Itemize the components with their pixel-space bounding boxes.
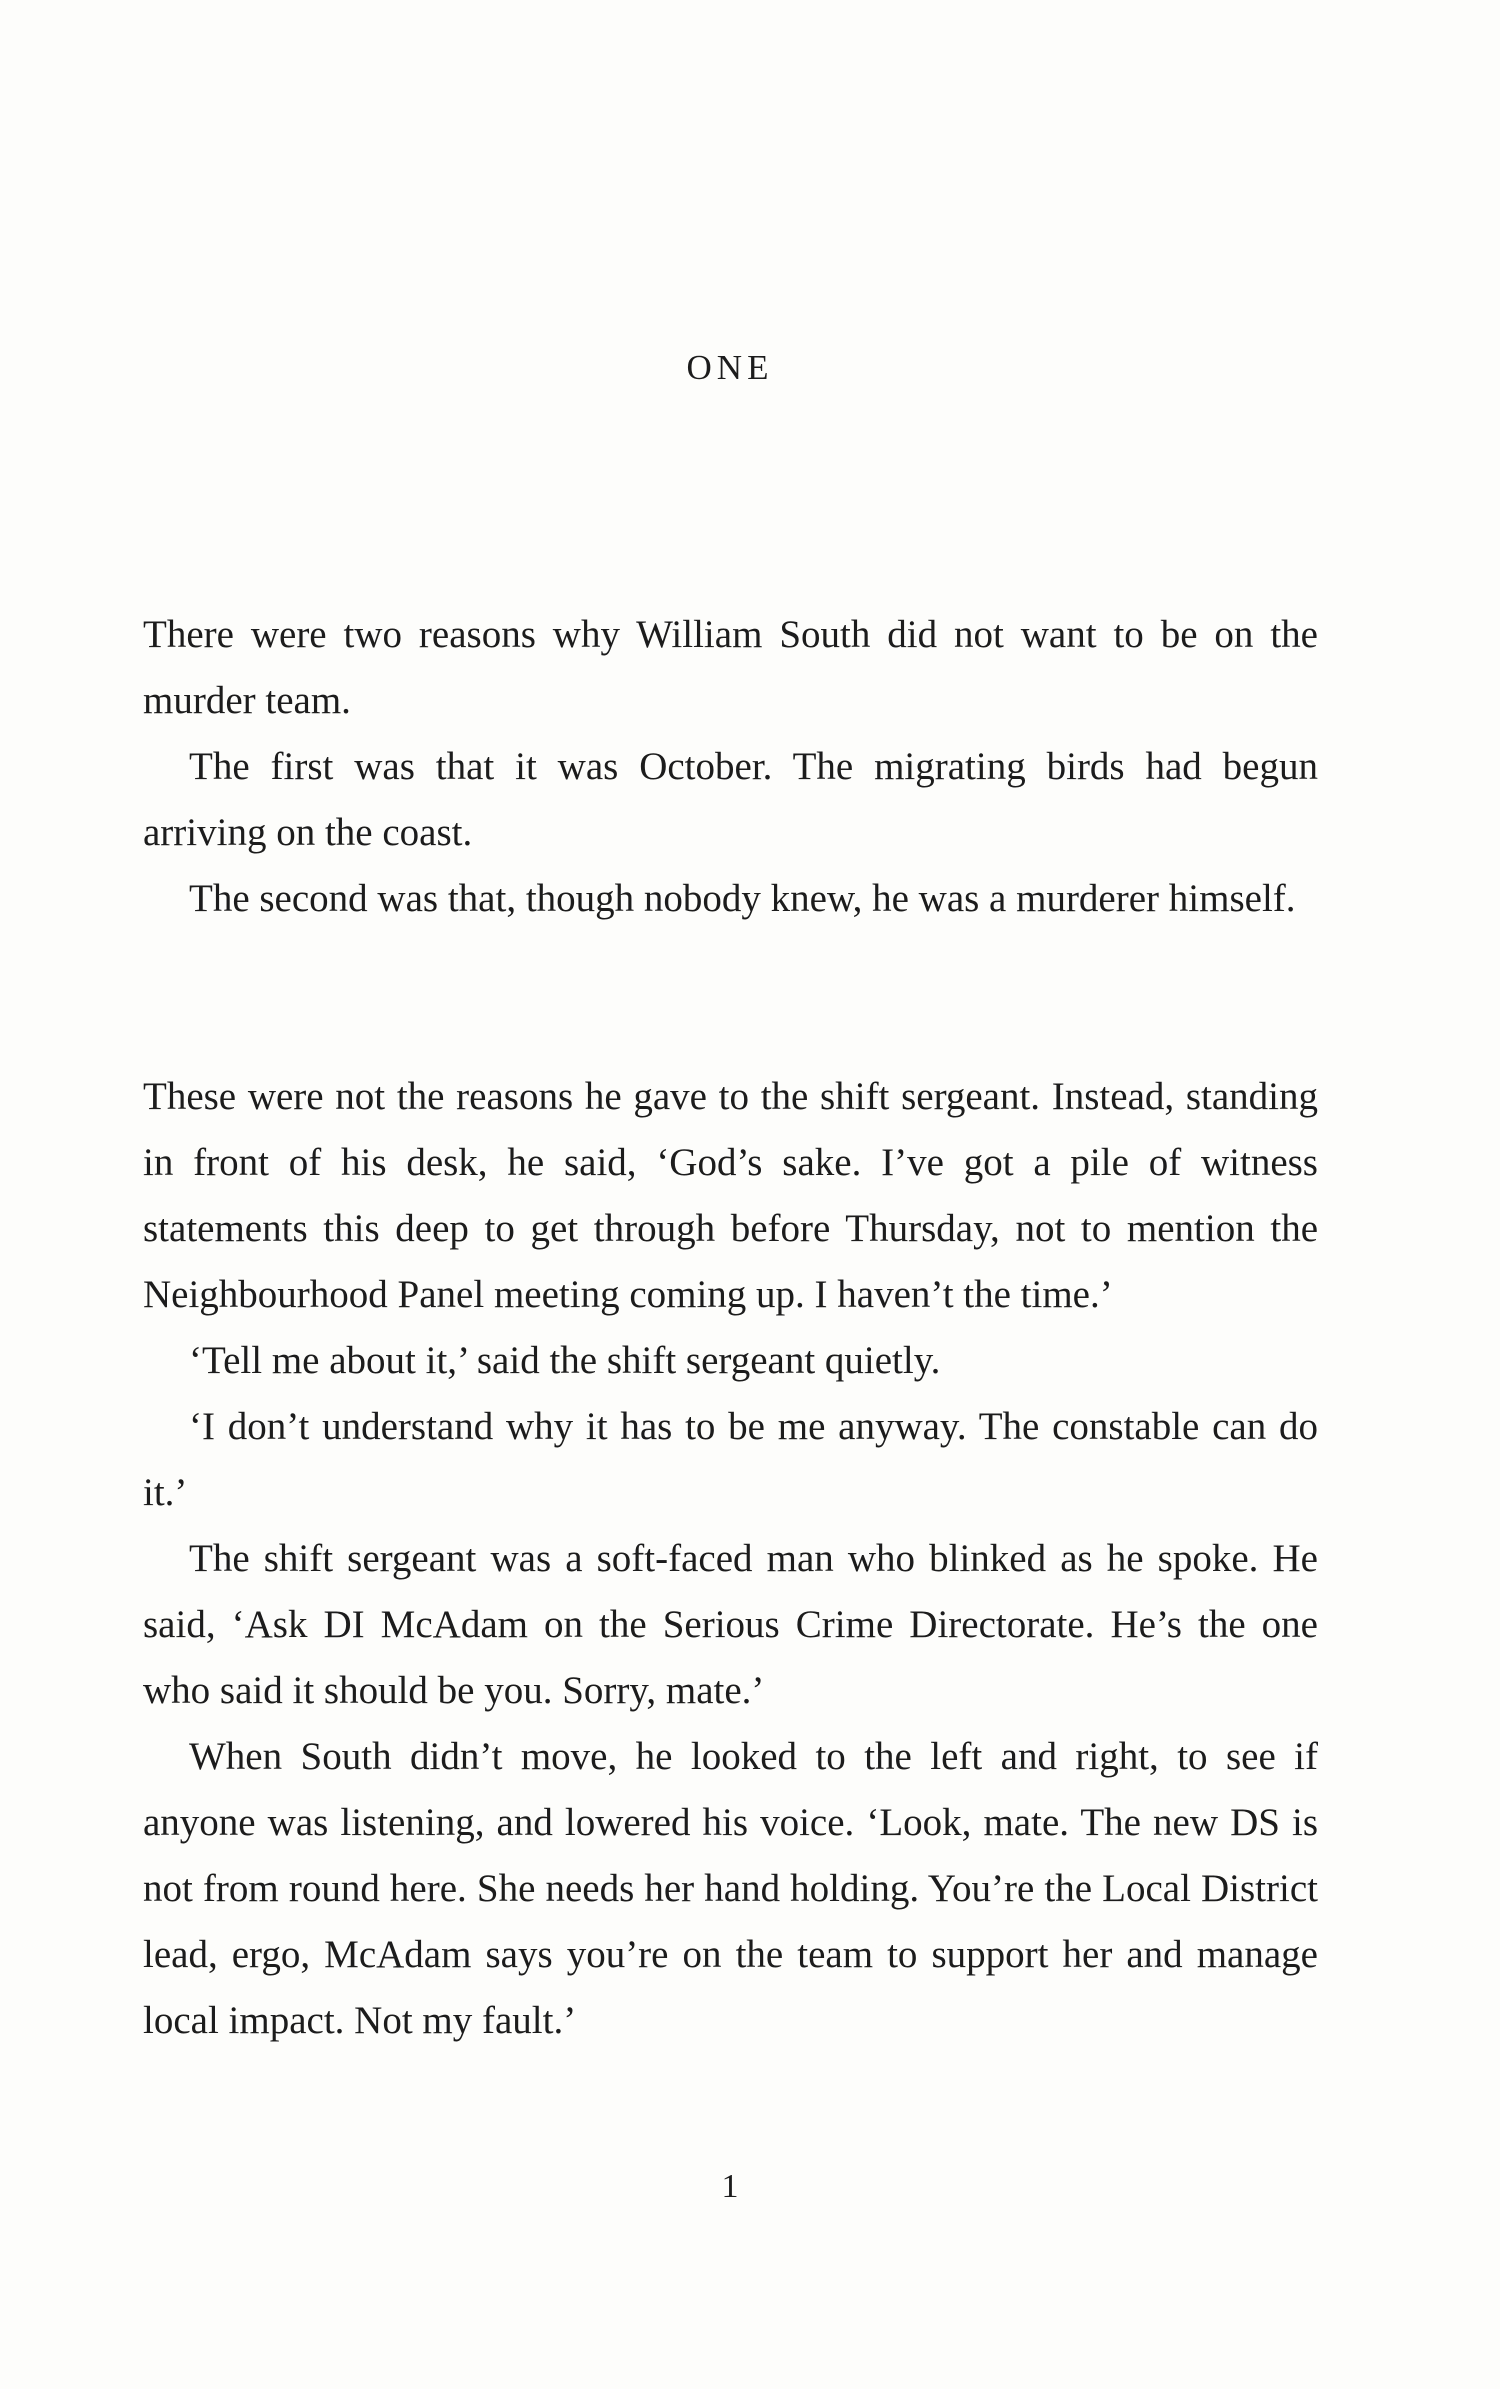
paragraph: The first was that it was October. The migrating birds had begun arriving on the coast.: [143, 745, 1318, 854]
paragraph: There were two reasons why William South did not want to be on the murder team.: [143, 613, 1318, 722]
paragraph: The second was that, though nobody knew, he was a murderer himself.: [189, 877, 1296, 920]
paragraph: ‘I don’t understand why it has to be me anyway. The constable can do it.’: [143, 1405, 1318, 1514]
paragraph: When South didn’t move, he looked to the left and right, to see if anyone was listening, and lowered his voice. ‘Look, mate. The new DS is not from round here. She needs her hand holding. You’re the Local District lead, ergo, McAdam says you’re on the team to support her and manage local impact. Not my fault.’: [143, 1735, 1318, 2042]
paragraph: These were not the reasons he gave to the shift sergeant. Instead, standing in front of his desk, he said, ‘God’s sake. I’ve got a pile of witness statements this deep to get through before Thursday, not to mention the Neighbourhood Panel meeting coming up. I haven’t the time.’: [143, 1075, 1318, 1316]
opening-section: [143, 602, 1318, 932]
second-section: [143, 1064, 1318, 2054]
paragraph: The shift sergeant was a soft-faced man who blinked as he spoke. He said, ‘Ask DI McAdam on the Serious Crime Directorate. He’s the one who said it should be you. Sorry, mate.’: [143, 1537, 1318, 1712]
page-number: 1: [721, 2168, 739, 2205]
paragraph: ‘Tell me about it,’ said the shift sergeant quietly.: [189, 1339, 941, 1382]
chapter-heading: ONE: [686, 348, 774, 387]
